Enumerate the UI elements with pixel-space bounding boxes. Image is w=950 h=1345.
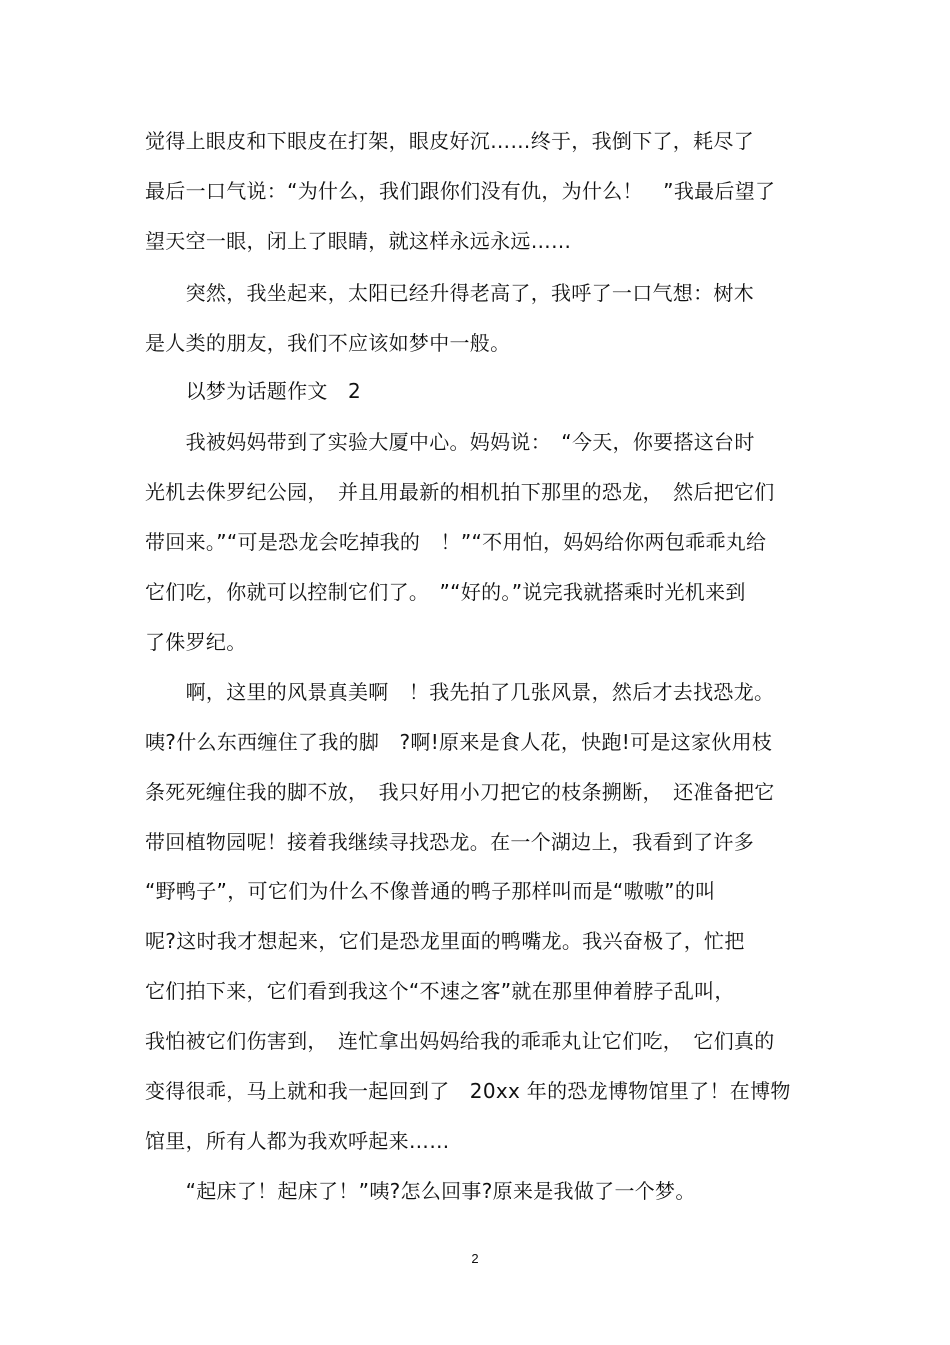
text-line: 我被妈妈带到了实验大厦中心。妈妈说： “今天，你要搭这台时 bbox=[145, 430, 755, 454]
text-line: 我怕被它们伤害到， 连忙拿出妈妈给我的乖乖丸让它们吃， 它们真的 bbox=[145, 1029, 775, 1053]
text-line: 突然，我坐起来，太阳已经升得老高了，我呼了一口气想：树木 bbox=[145, 281, 754, 305]
text-line: 带回来。”“可是恐龙会吃掉我的 ！”“不用怕，妈妈给你两包乖乖丸给 bbox=[145, 530, 767, 554]
text-line: “起床了！起床了！”咦?怎么回事?原来是我做了一个梦。 bbox=[145, 1179, 696, 1203]
text-line: 馆里，所有人都为我欢呼起来…… bbox=[145, 1129, 450, 1153]
text-line: 它们拍下来，它们看到我这个“不速之客”就在那里伸着脖子乱叫， bbox=[145, 979, 735, 1003]
section-heading: 以梦为话题作文 2 bbox=[145, 379, 362, 403]
text-line: 条死死缠住我的脚不放， 我只好用小刀把它的枝条搠断， 还准备把它 bbox=[145, 780, 775, 804]
text-line: 光机去侏罗纪公园， 并且用最新的相机拍下那里的恐龙， 然后把它们 bbox=[145, 480, 775, 504]
text-line: 了侏罗纪。 bbox=[145, 630, 247, 654]
text-line: 是人类的朋友，我们不应该如梦中一般。 bbox=[145, 331, 511, 355]
text-line: 觉得上眼皮和下眼皮在打架，眼皮好沉……终于，我倒下了，耗尽了 bbox=[145, 129, 754, 153]
text-line: 最后一口气说：“为什么，我们跟你们没有仇，为什么！ ”我最后望了 bbox=[145, 179, 776, 203]
text-line: 望天空一眼，闭上了眼睛，就这样永远永远…… bbox=[145, 229, 572, 253]
text-line: 带回植物园呢！接着我继续寻找恐龙。在一个湖边上，我看到了许多 bbox=[145, 830, 754, 854]
text-line: 啊，这里的风景真美啊 ！我先拍了几张风景，然后才去找恐龙。 bbox=[145, 680, 775, 704]
text-line: 它们吃，你就可以控制它们了。 ”“好的。”说完我就搭乘时光机来到 bbox=[145, 580, 746, 604]
text-line: 咦?什么东西缠住了我的脚 ?啊!原来是食人花，快跑!可是这家伙用枝 bbox=[145, 730, 773, 754]
page-number: 2 bbox=[471, 1251, 479, 1266]
text-line: 呢?这时我才想起来，它们是恐龙里面的鸭嘴龙。我兴奋极了，忙把 bbox=[145, 929, 745, 953]
text-line: “野鸭子”，可它们为什么不像普通的鸭子那样叫而是“嗷嗷”的叫 bbox=[145, 879, 716, 903]
text-line: 变得很乖，马上就和我一起回到了 20xx 年的恐龙博物馆里了！在博物 bbox=[145, 1079, 791, 1103]
